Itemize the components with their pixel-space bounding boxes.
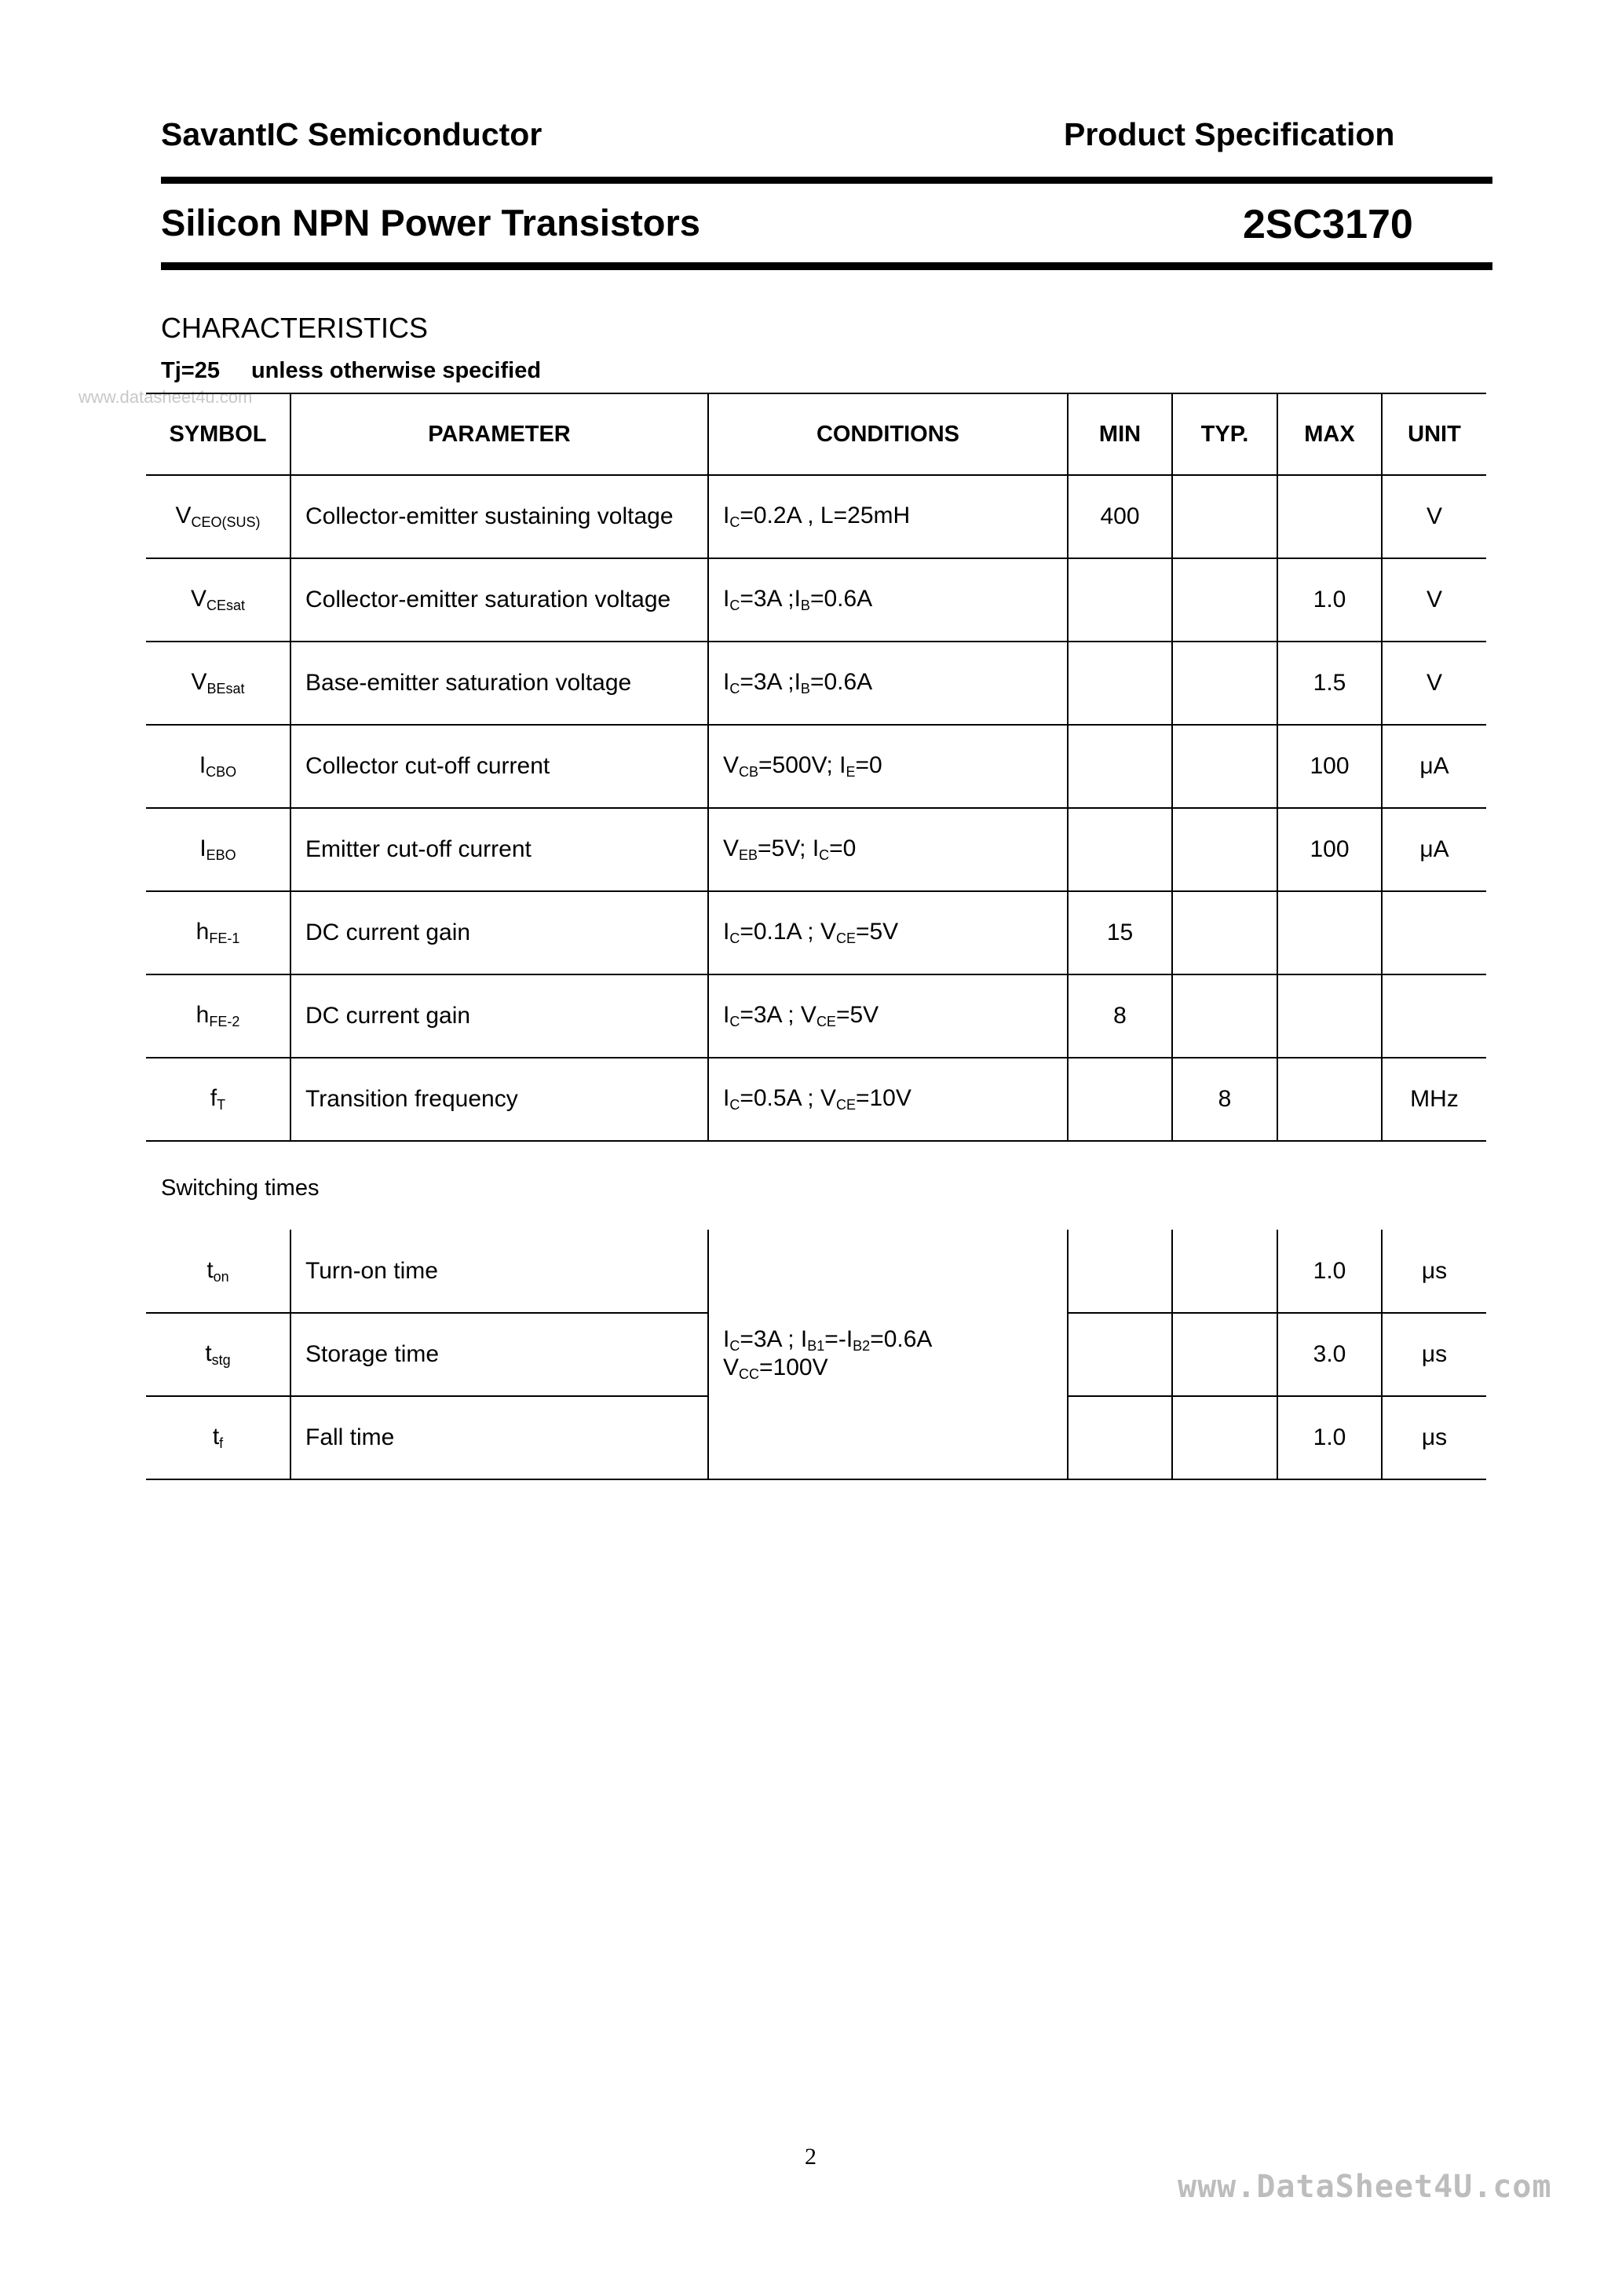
parameter-cell: Fall time [290, 1396, 708, 1479]
conditions-cell [708, 475, 1068, 558]
typ-cell [1172, 891, 1277, 974]
cond-value: =100V [759, 1354, 828, 1380]
table-row [146, 642, 1486, 725]
unit-cell: μs [1382, 1396, 1486, 1479]
table-row [146, 475, 1486, 558]
cond-var: I [839, 752, 846, 778]
parameter-cell: Turn-on time [290, 1230, 708, 1313]
symbol-cell [146, 558, 290, 642]
shared-conditions-cell [708, 1230, 1068, 1479]
unit-cell: V [1382, 475, 1486, 558]
max-cell: 3.0 [1277, 1313, 1382, 1396]
conditions-cell [708, 891, 1068, 974]
max-cell: 100 [1277, 725, 1382, 808]
cond-value: =0.5A ; [740, 1085, 820, 1111]
cond-var: I [723, 1085, 730, 1111]
typ-cell [1172, 1230, 1277, 1313]
switching-title: Switching times [161, 1175, 320, 1201]
typ-cell [1172, 1396, 1277, 1479]
typ-cell [1172, 642, 1277, 725]
parameter-cell: Collector-emitter saturation voltage [290, 558, 708, 642]
min-cell [1068, 725, 1172, 808]
cond-var: I [794, 669, 801, 695]
parameter-cell: DC current gain [290, 891, 708, 974]
symbol-subscript: CEsat [206, 598, 246, 613]
cond-subscript: CC [739, 1366, 760, 1382]
parameter-cell: DC current gain [290, 974, 708, 1058]
symbol-main: t [206, 1256, 214, 1283]
symbol-main: f [210, 1085, 217, 1111]
header-min: MIN [1068, 393, 1172, 475]
cond-subscript: B2 [853, 1337, 871, 1354]
table-row [146, 808, 1486, 891]
cond-value: =0.2A , L=25mH [740, 503, 911, 528]
table-row [146, 891, 1486, 974]
symbol-subscript: f [219, 1435, 224, 1451]
cond-var: I [812, 835, 820, 861]
cond-var: I [846, 1325, 853, 1352]
conditions-cell [708, 642, 1068, 725]
cond-subscript: EB [739, 847, 758, 863]
max-cell [1277, 974, 1382, 1058]
cond-value: =0 [829, 835, 857, 861]
part-number: 2SC3170 [1243, 202, 1413, 247]
cond-value: =0.6A [870, 1325, 933, 1352]
cond-var: V [723, 752, 740, 778]
cond-subscript: C [729, 598, 740, 613]
unit-cell: MHz [1382, 1058, 1486, 1141]
cond-subscript: B1 [807, 1337, 825, 1354]
company-name: SavantIC Semiconductor [161, 116, 542, 152]
cond-subscript: C [729, 514, 740, 530]
cond-subscript: CE [816, 1014, 836, 1029]
max-cell: 1.0 [1277, 558, 1382, 642]
unit-cell [1382, 891, 1486, 974]
table-row [146, 1230, 1486, 1313]
cond-var: V [723, 835, 740, 861]
max-cell: 1.0 [1277, 1396, 1382, 1479]
symbol-subscript: BEsat [206, 681, 245, 696]
cond-value: =10V [855, 1085, 911, 1111]
symbol-subscript: CEO(SUS) [191, 514, 261, 530]
cond-var: V [820, 919, 836, 945]
cond-value: =3A ; [740, 586, 795, 612]
symbol-subscript: T [217, 1097, 226, 1113]
parameter-cell: Collector-emitter sustaining voltage [290, 475, 708, 558]
product-line: Silicon NPN Power Transistors [161, 202, 700, 243]
cond-subscript: B [800, 598, 810, 613]
min-cell: 8 [1068, 974, 1172, 1058]
parameter-cell: Emitter cut-off current [290, 808, 708, 891]
header-parameter: PARAMETER [290, 393, 708, 475]
conditions-cell [708, 558, 1068, 642]
cond-var: I [723, 503, 730, 528]
symbol-cell [146, 475, 290, 558]
typ-cell [1172, 725, 1277, 808]
cond-var: I [723, 1325, 730, 1352]
shared-conditions-line-1 [723, 1326, 1067, 1355]
conditions-cell [708, 808, 1068, 891]
max-cell: 1.5 [1277, 642, 1382, 725]
header-conditions: CONDITIONS [708, 393, 1068, 475]
typ-cell [1172, 974, 1277, 1058]
cond-var: V [723, 1354, 740, 1380]
min-cell [1068, 1313, 1172, 1396]
cond-value: =3A ; [740, 1325, 801, 1352]
cond-value: =3A ; [740, 1002, 801, 1028]
symbol-cell [146, 891, 290, 974]
symbol-main: I [199, 835, 206, 861]
header-symbol: SYMBOL [146, 393, 290, 475]
parameter-cell: Transition frequency [290, 1058, 708, 1141]
unit-cell: V [1382, 642, 1486, 725]
symbol-main: V [190, 586, 206, 612]
switching-table [146, 1230, 1486, 1480]
unit-cell: μs [1382, 1313, 1486, 1396]
cond-subscript: C [729, 1014, 740, 1029]
max-cell [1277, 891, 1382, 974]
min-cell: 400 [1068, 475, 1172, 558]
symbol-subscript: FE-1 [209, 930, 240, 946]
parameter-cell: Collector cut-off current [290, 725, 708, 808]
cond-subscript: CE [835, 1097, 856, 1113]
max-cell: 100 [1277, 808, 1382, 891]
cond-value: =0.1A ; [740, 919, 820, 945]
page-number: 2 [805, 2144, 816, 2170]
cond-value: =5V; [758, 835, 813, 861]
table-row [146, 974, 1486, 1058]
cond-value: =5V [835, 1002, 879, 1028]
cond-subscript: CB [739, 764, 759, 780]
cond-subscript: C [729, 681, 740, 696]
cond-var: V [820, 1085, 836, 1111]
min-cell [1068, 1396, 1172, 1479]
symbol-cell [146, 1230, 290, 1313]
condition-text: unless otherwise specified [250, 358, 542, 383]
cond-value: =- [824, 1325, 846, 1352]
symbol-cell [146, 642, 290, 725]
symbol-cell [146, 1058, 290, 1141]
max-cell [1277, 475, 1382, 558]
unit-cell [1382, 974, 1486, 1058]
conditions-cell [708, 1058, 1068, 1141]
cond-value: =5V [855, 919, 899, 945]
cond-var: I [723, 669, 730, 695]
min-cell: 15 [1068, 891, 1172, 974]
symbol-main: h [195, 1002, 210, 1028]
cond-var: I [800, 1325, 808, 1352]
parameter-cell: Storage time [290, 1313, 708, 1396]
unit-cell: μA [1382, 725, 1486, 808]
typ-cell [1172, 1313, 1277, 1396]
symbol-main: h [195, 919, 210, 945]
characteristics-table [146, 393, 1486, 1142]
table-header-row [146, 393, 1486, 475]
cond-value: =3A ; [740, 669, 795, 695]
symbol-main: V [191, 669, 207, 695]
symbol-subscript: on [213, 1268, 229, 1285]
cond-value: =0.6A [809, 669, 873, 695]
header-unit: UNIT [1382, 393, 1486, 475]
condition-temp: Tj=25 [161, 358, 220, 383]
table-row [146, 725, 1486, 808]
symbol-main: t [212, 1424, 220, 1450]
symbol-cell [146, 808, 290, 891]
symbol-subscript: FE-2 [209, 1014, 240, 1029]
condition-note [161, 358, 541, 384]
symbol-cell [146, 1313, 290, 1396]
section-title: CHARACTERISTICS [161, 312, 429, 344]
cond-value: =500V; [758, 752, 840, 778]
symbol-main: t [205, 1340, 212, 1366]
conditions-cell [708, 725, 1068, 808]
shared-conditions-line-2 [723, 1355, 1067, 1383]
min-cell [1068, 1230, 1172, 1313]
symbol-cell [146, 1396, 290, 1479]
symbol-main: V [175, 503, 192, 528]
max-cell: 1.0 [1277, 1230, 1382, 1313]
cond-subscript: CE [835, 930, 856, 946]
symbol-cell [146, 974, 290, 1058]
symbol-cell [146, 725, 290, 808]
document-type: Product Specification [1064, 116, 1395, 152]
symbol-main: I [199, 752, 206, 778]
symbol-subscript: CBO [206, 764, 237, 780]
typ-cell [1172, 558, 1277, 642]
cond-value: =0.6A [809, 586, 873, 612]
cond-value: =0 [855, 752, 882, 778]
header-rule-bottom [161, 262, 1492, 270]
table-row [146, 558, 1486, 642]
watermark-top[interactable]: www.datasheet4u.com [79, 387, 253, 407]
max-cell [1277, 1058, 1382, 1141]
cond-var: I [723, 919, 730, 945]
min-cell [1068, 642, 1172, 725]
header-typ: TYP. [1172, 393, 1277, 475]
cond-subscript: E [846, 764, 856, 780]
cond-subscript: C [729, 1337, 740, 1354]
cond-var: V [800, 1002, 816, 1028]
header-max: MAX [1277, 393, 1382, 475]
symbol-subscript: stg [211, 1352, 231, 1368]
typ-cell [1172, 808, 1277, 891]
parameter-cell: Base-emitter saturation voltage [290, 642, 708, 725]
cond-subscript: C [729, 1097, 740, 1113]
cond-var: I [723, 586, 730, 612]
unit-cell: μs [1382, 1230, 1486, 1313]
header-rule-top [161, 177, 1492, 184]
min-cell [1068, 808, 1172, 891]
symbol-subscript: EBO [206, 847, 236, 863]
watermark-bottom[interactable]: www.DataSheet4U.com [1178, 2169, 1552, 2205]
cond-subscript: B [800, 681, 810, 696]
unit-cell: μA [1382, 808, 1486, 891]
typ-cell: 8 [1172, 1058, 1277, 1141]
cond-var: I [723, 1002, 730, 1028]
cond-var: I [794, 586, 801, 612]
unit-cell: V [1382, 558, 1486, 642]
conditions-cell [708, 974, 1068, 1058]
table-row [146, 1058, 1486, 1141]
cond-subscript: C [819, 847, 830, 863]
min-cell [1068, 558, 1172, 642]
typ-cell [1172, 475, 1277, 558]
min-cell [1068, 1058, 1172, 1141]
cond-subscript: C [729, 930, 740, 946]
